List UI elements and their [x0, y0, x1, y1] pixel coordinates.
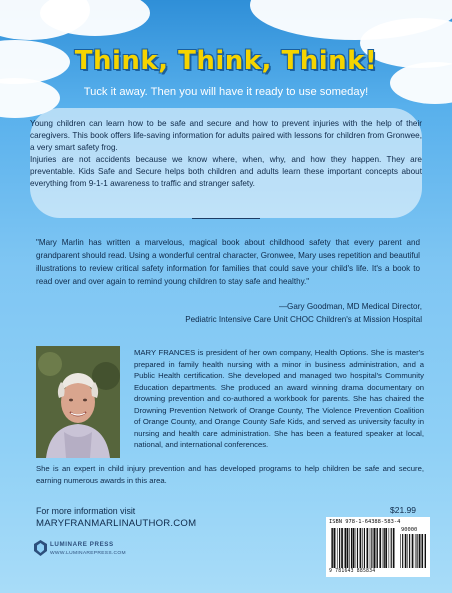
divider [192, 218, 260, 219]
endorsement-quote: "Mary Marlin has written a marvelous, magical book about childhood safety that every parent and grandparent should read. Using a wonderful central character, Gronwee, Mary uses repetition and beautiful illustrations to review critical safety information for families that could save your child's life. It's a book to read over and over again to remind young children to stay safe and healthy." [36, 238, 420, 286]
publisher-logo [34, 538, 154, 562]
cover-headline: Think, Think, Think! [74, 46, 378, 76]
isbn-barcode [326, 517, 430, 577]
description-paragraph: Young children can learn how to be safe and secure and how to prevent injuries with the help of their caregivers. This book offers life-saving information for adults paired with lessons for children from Gronwee, a very smart safety frog. [30, 119, 422, 152]
barcode-addon [400, 534, 426, 568]
publisher-url: WWW.LUMINAREPRESS.COM [50, 551, 126, 556]
publisher-name: LUMINARE PRESS [50, 541, 114, 548]
barcode [331, 528, 395, 568]
tagline: Tuck it away. Then you will have it ready to use someday! [83, 86, 369, 98]
price-label: $21.99 [390, 505, 416, 515]
luminare-press-logo-icon [34, 540, 47, 556]
author-bio-text: is president of her own company, Health Options. She is master's prepared in family health nursing with a minor in business administration, and a Public Health certification. She developed and managed two hospital's Community Education departments. She produced an award winning drama documentary on drowning prevention and co-authored a workbook for parents. She has chaired the Drowning Prevention Network of Orange County, The Violence Prevention Coalition of Orange County, and Orange County Safe Kids, and served as university faculty in nursing and health care administration. She has been a featured speaker at local, national, and international conferences. [134, 348, 424, 449]
author-bio-continued: She is an expert in child injury prevention and has developed programs to help children be safe and secure, earning numerous awards in this area. [36, 464, 424, 485]
isbn-number: ISBN 978-1-64388-583-4 [329, 519, 401, 525]
attribution-org: Pediatric Intensive Care Unit CHOC Children's at Mission Hospital [185, 315, 422, 324]
endorsement-attribution [92, 300, 422, 326]
book-description [30, 118, 422, 190]
barcode-addon-code: 90000 [401, 527, 418, 533]
author-photo [36, 346, 120, 458]
author-website-link[interactable]: MARYFRANMARLINAUTHOR.COM [36, 518, 197, 529]
more-info-label: For more information visit [36, 506, 136, 516]
barcode-digits: 9 781643 885834 [329, 569, 376, 574]
author-name: MARY FRANCES [134, 348, 196, 357]
description-paragraph: Injuries are not accidents because we know where, when, why, and how they happen. They are preventable. Kids Safe and Secure helps both children and adults learn these important concepts about everything from 9-1-1 awareness to traffic and stranger safety. [30, 155, 422, 188]
attribution-name: —Gary Goodman, MD Medical Director, [278, 302, 422, 311]
author-bio [134, 347, 424, 451]
